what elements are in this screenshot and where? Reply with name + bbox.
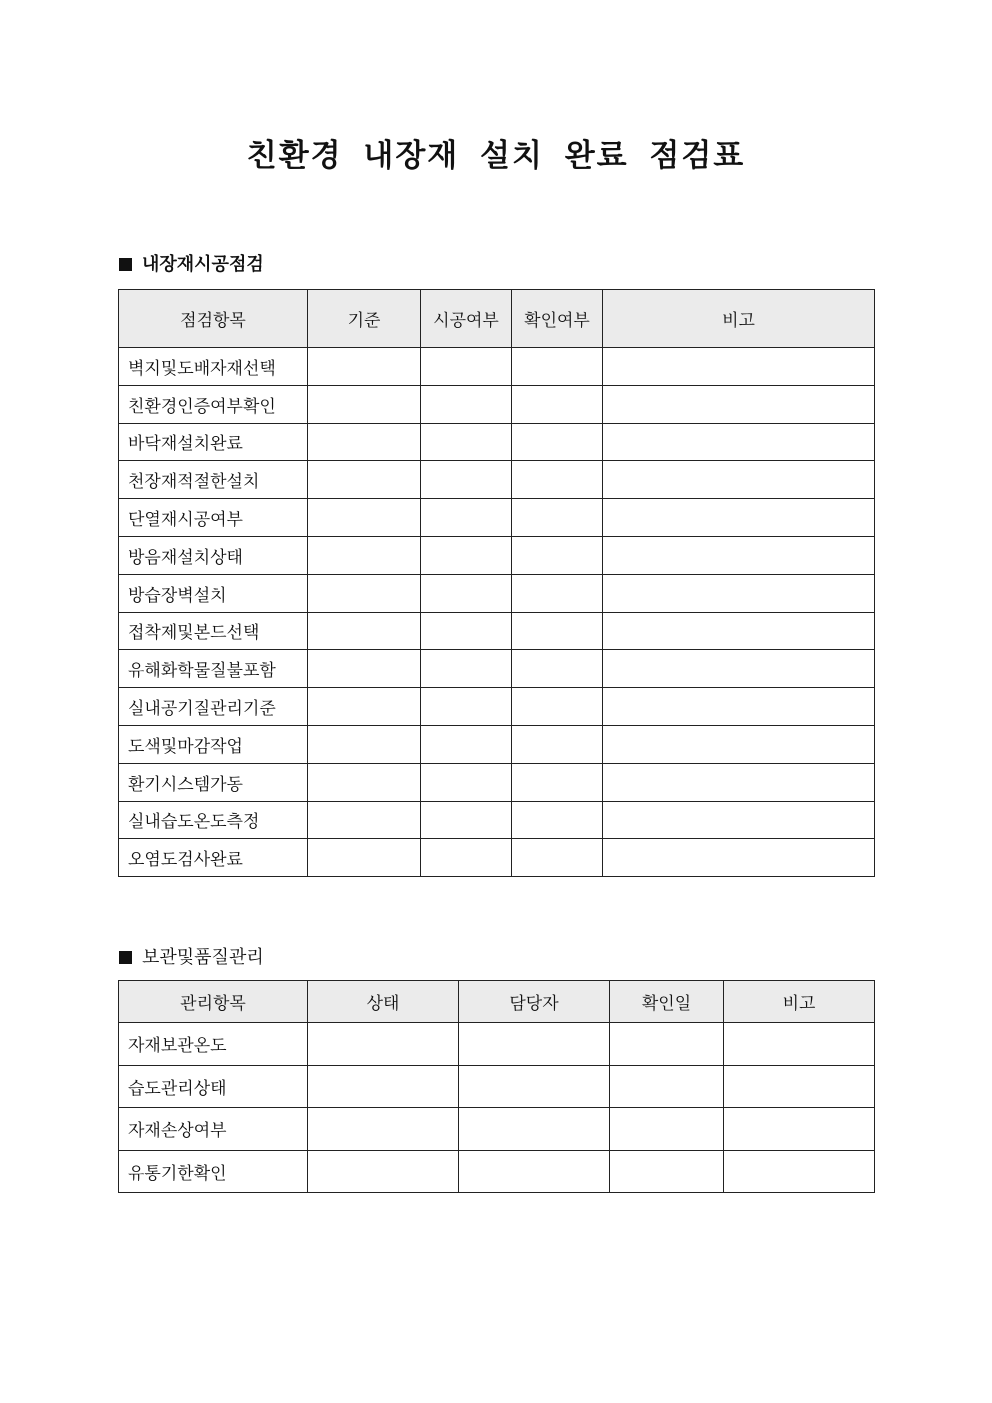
document-title: 친환경 내장재 설치 완료 점검표 — [246, 138, 746, 174]
entry-cell[interactable] — [421, 801, 512, 839]
section-heading-construction — [119, 253, 264, 277]
table-row — [119, 348, 875, 386]
item-label: 유해화학물질불포함 — [119, 650, 308, 688]
entry-cell[interactable] — [512, 574, 603, 612]
entry-cell[interactable] — [512, 650, 603, 688]
entry-cell[interactable] — [603, 650, 875, 688]
entry-cell[interactable] — [308, 612, 421, 650]
entry-cell[interactable] — [603, 461, 875, 499]
item-label: 방습장벽설치 — [119, 574, 308, 612]
entry-cell[interactable] — [512, 536, 603, 574]
entry-cell[interactable] — [308, 688, 421, 726]
entry-cell[interactable] — [603, 763, 875, 801]
entry-cell[interactable] — [603, 536, 875, 574]
entry-cell[interactable] — [724, 1065, 875, 1108]
entry-cell[interactable] — [512, 612, 603, 650]
table-row — [119, 688, 875, 726]
table-row — [119, 536, 875, 574]
square-bullet-icon — [119, 951, 132, 964]
entry-cell[interactable] — [459, 1065, 610, 1108]
entry-cell[interactable] — [459, 1023, 610, 1066]
entry-cell[interactable] — [308, 461, 421, 499]
item-label: 자재보관온도 — [119, 1023, 308, 1066]
entry-cell[interactable] — [308, 1108, 459, 1151]
entry-cell[interactable] — [421, 348, 512, 386]
item-label: 천장재적절한설치 — [119, 461, 308, 499]
entry-cell[interactable] — [603, 499, 875, 537]
item-label: 도색및마감작업 — [119, 725, 308, 763]
entry-cell[interactable] — [512, 348, 603, 386]
column-header: 시공여부 — [421, 290, 512, 348]
entry-cell[interactable] — [610, 1108, 724, 1151]
entry-cell[interactable] — [421, 574, 512, 612]
section-heading-text: 보관및품질관리 — [142, 947, 264, 968]
entry-cell[interactable] — [308, 536, 421, 574]
table-header-row — [119, 981, 875, 1023]
entry-cell[interactable] — [421, 612, 512, 650]
column-header: 상태 — [308, 981, 459, 1023]
column-header: 비고 — [603, 290, 875, 348]
table-row — [119, 461, 875, 499]
item-label: 방음재설치상태 — [119, 536, 308, 574]
column-header: 기준 — [308, 290, 421, 348]
entry-cell[interactable] — [610, 1023, 724, 1066]
entry-cell[interactable] — [308, 650, 421, 688]
entry-cell[interactable] — [308, 1023, 459, 1066]
entry-cell[interactable] — [308, 1065, 459, 1108]
entry-cell[interactable] — [603, 839, 875, 877]
item-label: 접착제및본드선택 — [119, 612, 308, 650]
entry-cell[interactable] — [421, 725, 512, 763]
table-row — [119, 499, 875, 537]
entry-cell[interactable] — [421, 536, 512, 574]
table-row — [119, 423, 875, 461]
entry-cell[interactable] — [512, 385, 603, 423]
entry-cell[interactable] — [603, 725, 875, 763]
column-header: 확인일 — [610, 981, 724, 1023]
table-row — [119, 385, 875, 423]
entry-cell[interactable] — [421, 763, 512, 801]
table-row — [119, 1065, 875, 1108]
entry-cell[interactable] — [603, 688, 875, 726]
entry-cell[interactable] — [512, 423, 603, 461]
item-label: 벽지및도배자재선택 — [119, 348, 308, 386]
item-label: 유통기한확인 — [119, 1150, 308, 1193]
entry-cell[interactable] — [308, 801, 421, 839]
construction-check-table — [118, 289, 875, 877]
column-header: 관리항목 — [119, 981, 308, 1023]
item-label: 실내공기질관리기준 — [119, 688, 308, 726]
item-label: 습도관리상태 — [119, 1065, 308, 1108]
column-header: 담당자 — [459, 981, 610, 1023]
item-label: 친환경인증여부확인 — [119, 385, 308, 423]
storage-quality-table — [118, 980, 875, 1193]
entry-cell[interactable] — [512, 839, 603, 877]
entry-cell[interactable] — [512, 725, 603, 763]
table-row — [119, 725, 875, 763]
entry-cell[interactable] — [610, 1150, 724, 1193]
entry-cell[interactable] — [603, 348, 875, 386]
item-label: 단열재시공여부 — [119, 499, 308, 537]
entry-cell[interactable] — [308, 763, 421, 801]
entry-cell[interactable] — [421, 650, 512, 688]
item-label: 환기시스템가동 — [119, 763, 308, 801]
entry-cell[interactable] — [308, 1150, 459, 1193]
column-header: 점검항목 — [119, 290, 308, 348]
entry-cell[interactable] — [421, 688, 512, 726]
entry-cell[interactable] — [512, 763, 603, 801]
entry-cell[interactable] — [603, 574, 875, 612]
entry-cell[interactable] — [421, 461, 512, 499]
table-row — [119, 763, 875, 801]
entry-cell[interactable] — [459, 1108, 610, 1151]
column-header: 비고 — [724, 981, 875, 1023]
entry-cell[interactable] — [308, 385, 421, 423]
entry-cell[interactable] — [512, 461, 603, 499]
entry-cell[interactable] — [308, 725, 421, 763]
entry-cell[interactable] — [308, 574, 421, 612]
column-header: 확인여부 — [512, 290, 603, 348]
entry-cell[interactable] — [724, 1023, 875, 1066]
item-label: 자재손상여부 — [119, 1108, 308, 1151]
entry-cell[interactable] — [512, 801, 603, 839]
item-label: 바닥재설치완료 — [119, 423, 308, 461]
table-row — [119, 650, 875, 688]
entry-cell[interactable] — [603, 612, 875, 650]
item-label: 실내습도온도측정 — [119, 801, 308, 839]
section-heading-storage — [119, 946, 264, 970]
entry-cell[interactable] — [610, 1065, 724, 1108]
entry-cell[interactable] — [459, 1150, 610, 1193]
entry-cell[interactable] — [308, 839, 421, 877]
entry-cell[interactable] — [603, 423, 875, 461]
entry-cell[interactable] — [603, 801, 875, 839]
entry-cell[interactable] — [308, 348, 421, 386]
entry-cell[interactable] — [421, 839, 512, 877]
entry-cell[interactable] — [421, 385, 512, 423]
entry-cell[interactable] — [308, 423, 421, 461]
table-header-row — [119, 290, 875, 348]
entry-cell[interactable] — [421, 423, 512, 461]
entry-cell[interactable] — [603, 385, 875, 423]
table-row — [119, 1108, 875, 1151]
table-row — [119, 1150, 875, 1193]
entry-cell[interactable] — [724, 1150, 875, 1193]
entry-cell[interactable] — [308, 499, 421, 537]
table-row — [119, 839, 875, 877]
table-row — [119, 801, 875, 839]
table-row — [119, 612, 875, 650]
entry-cell[interactable] — [421, 499, 512, 537]
entry-cell[interactable] — [512, 499, 603, 537]
item-label: 오염도검사완료 — [119, 839, 308, 877]
table-row — [119, 574, 875, 612]
square-bullet-icon — [119, 258, 132, 271]
entry-cell[interactable] — [724, 1108, 875, 1151]
entry-cell[interactable] — [512, 688, 603, 726]
section-heading-text: 내장재시공점검 — [142, 254, 264, 275]
table-row — [119, 1023, 875, 1066]
